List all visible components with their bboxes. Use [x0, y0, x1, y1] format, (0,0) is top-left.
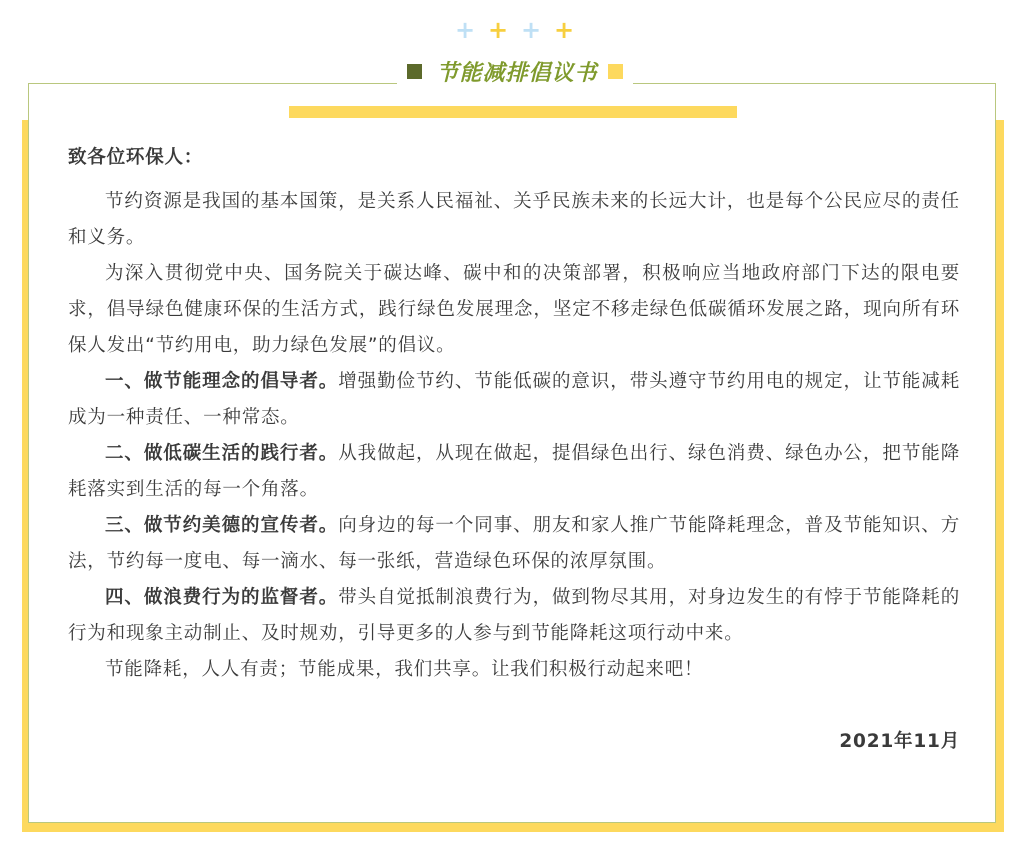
proposal-item [68, 364, 960, 436]
intro-paragraph: 节约资源是我国的基本国策，是关系人民福祉、关乎民族未来的长远大计，也是每个公民应尽的责任和义务。 [68, 191, 960, 248]
intro-paragraph: 为深入贯彻党中央、国务院关于碳达峰、碳中和的决策部署，积极响应当地政府部门下达的限电要求，倡导绿色健康环保的生活方式，践行绿色发展理念，坚定不移走绿色低碳循环发展之路，现向所有环保人发出“节约用电，助力绿色发展”的倡议。 [68, 263, 960, 356]
letter-body [68, 140, 960, 760]
proposal-heading: 一、做节能理念的倡导者。 [105, 371, 339, 392]
proposal-text: 增强勤俭节约、节能低碳的意识，带头遵守节约用电的规定，让节能减耗成为一种责任、一种常态。 [68, 371, 960, 428]
proposal-text: 从我做起，从现在做起，提倡绿色出行、绿色消费、绿色办公，把节能降耗落实到生活的每一个角落。 [68, 443, 960, 500]
proposal-text: 带头自觉抵制浪费行为，做到物尽其用，对身边发生的有悖于节能降耗的行为和现象主动制止、及时规劝，引导更多的人参与到节能降耗这项行动中来。 [68, 587, 960, 644]
proposal-item [68, 580, 960, 652]
closing-paragraph: 节能降耗，人人有责；节能成果，我们共享。让我们积极行动起来吧！ [105, 659, 704, 680]
square-bullet-icon [407, 64, 422, 79]
title-underline-bar [289, 106, 737, 118]
proposal-item [68, 436, 960, 508]
plus-decoration-icon: + [521, 16, 542, 44]
square-bullet-icon [608, 64, 623, 79]
proposal-heading: 二、做低碳生活的践行者。 [105, 443, 339, 464]
title-banner [397, 56, 633, 86]
proposal-heading: 四、做浪费行为的监督者。 [105, 587, 339, 608]
proposal-text: 向身边的每一个同事、朋友和家人推广节能降耗理念，普及节能知识、方法，节约每一度电、每一滴水、每一张纸，营造绿色环保的浓厚氛围。 [68, 515, 960, 572]
plus-decoration-icon: + [455, 16, 476, 44]
page-title: 节能减排倡议书 [436, 59, 598, 86]
proposal-item [68, 508, 960, 580]
greeting: 致各位环保人： [68, 147, 204, 168]
proposal-heading: 三、做节约美德的宣传者。 [105, 515, 339, 536]
letter-date: 2021年11月 [839, 731, 960, 752]
plus-decoration-icon: + [488, 16, 509, 44]
plus-decoration-icon: + [554, 16, 575, 44]
